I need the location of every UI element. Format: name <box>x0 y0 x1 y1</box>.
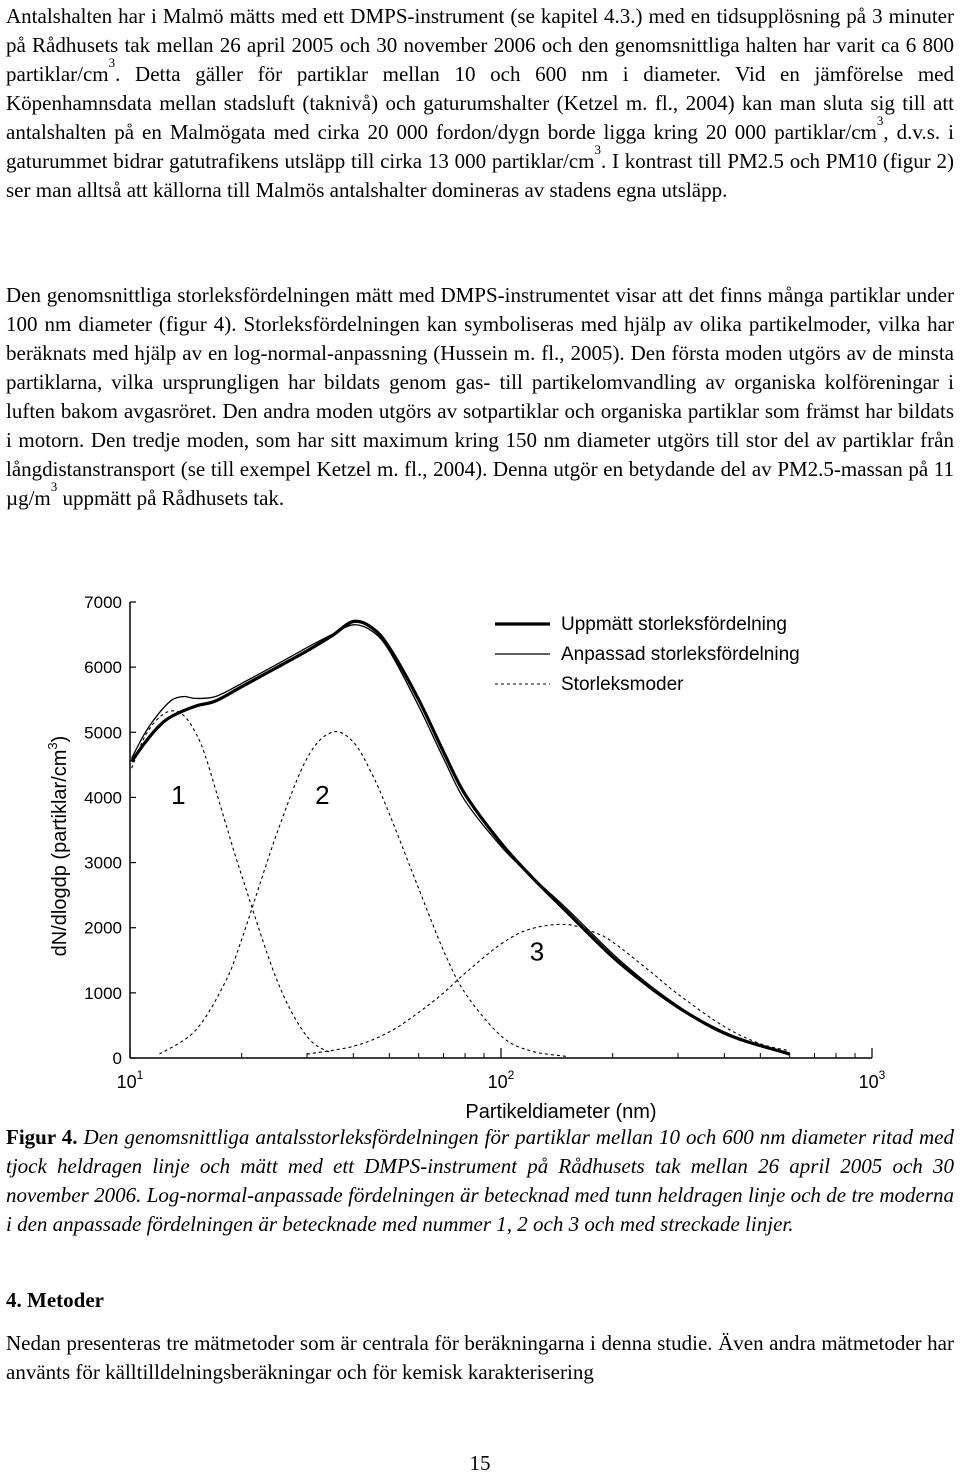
mode-label: 3 <box>529 936 545 967</box>
y-tick-label: 4000 <box>84 788 122 808</box>
x-tick-label: $10^1$ <box>116 1068 144 1092</box>
y-tick-label: 2000 <box>84 918 122 938</box>
chart-series <box>132 621 790 1056</box>
y-tick-label: 7000 <box>84 593 122 612</box>
paragraph-storleksfordelning <box>6 281 954 513</box>
y-axis-label: dN/dlogdp $(partiklar/cm^3)$ <box>45 735 71 957</box>
superscript-3: 3 <box>876 113 884 128</box>
legend-entry: Storleksmoder <box>561 674 684 695</box>
figure-caption <box>6 1123 954 1239</box>
y-tick-label: 1000 <box>84 983 122 1003</box>
caption-text: Den genomsnittliga antalsstorleksfördelningen för partiklar mellan 10 och 600 nm diameter ritad med tjock heldragen linje och mätt med ett DMPS-instrument på Rådhusets tak mellan 26 april 2005 och 30 november 2006. Log-normal-anpassade fördelningen är betecknad med tunn heldragen linje och de tre moderna i den anpassade fördelningen är betecknade med nummer 1, 2 och 3 och med streckade linjer. <box>6 1125 954 1236</box>
page-number: 15 <box>469 1451 491 1475</box>
y-tick-label: 6000 <box>84 658 122 678</box>
chart-legend <box>495 614 800 695</box>
x-tick-label: $10^3$ <box>858 1068 886 1092</box>
x-axis-label: Partikeldiameter (nm) <box>465 1101 657 1123</box>
series-line-3-dashed <box>159 732 566 1057</box>
y-tick-label: 3000 <box>84 853 122 873</box>
paragraph-antalshalten <box>6 2 954 205</box>
superscript-3: 3 <box>594 142 601 157</box>
legend-entry: Anpassad storleksfördelning <box>561 644 800 665</box>
y-axis-label-sup: 3 <box>45 742 60 750</box>
superscript-3: 3 <box>108 55 116 70</box>
x-tick-exponent: 2 <box>507 1068 515 1082</box>
paragraph2-text-b: uppmätt på Rådhusets tak. <box>57 486 285 510</box>
paragraph-metoder: Nedan presenteras tre mätmetoder som är centrala för beräkningarna i denna studie. Även andra mätmetoder har använts för källtilldelningsberäkningar och för kemisk karakterisering <box>6 1331 954 1384</box>
superscript-3: 3 <box>50 479 58 494</box>
x-tick-label: $10^2$ <box>487 1068 515 1092</box>
legend-entry: Uppmätt storleksfördelning <box>561 614 787 635</box>
chart-axes <box>45 593 886 1123</box>
figure-4-chart <box>40 580 920 1125</box>
paragraph1-text-c: , d.v.s. i gaturummet bidrar gatutrafikens utsläpp till cirka 13 000 partiklar/cm <box>6 120 954 173</box>
section-heading: 4. Metoder <box>6 1288 104 1312</box>
mode-label: 1 <box>171 779 186 810</box>
x-tick-exponent: 1 <box>136 1068 144 1082</box>
paragraph1-text-b: . Detta gäller för partiklar mellan 10 och 600 nm i diameter. Vid en jämförelse med Köpenhamnsdata mellan stadsluft (taknivå) och gaturumshalter (Ketzel m. fl., 2004) kan man sluta sig till att antalshalten på en Malmögata med cirka 20 000 fordon/dygn borde ligga kring 20 000 partiklar/cm <box>6 62 954 144</box>
y-tick-label: 0 <box>112 1049 122 1068</box>
chart-labels <box>171 780 544 966</box>
paragraph1-text-a: Antalshalten har i Malmö mätts med ett DMPS-instrument (se kapitel 4.3.) med en tidsupplösning på 3 minuter på Rådhusets tak mellan 26 april 2005 och 30 november 2006 och den genomsnittliga halten har varit ca 6 800 partiklar/cm <box>6 4 954 86</box>
caption-label: Figur 4. <box>6 1125 78 1149</box>
series-line-2-dashed <box>132 711 332 1054</box>
x-tick-exponent: 3 <box>878 1068 886 1082</box>
y-tick-label: 5000 <box>84 723 122 743</box>
size-distribution-chart <box>40 580 920 1125</box>
paragraph1-text-d: . I kontrast till PM2.5 och PM10 (figur 2) ser man alltså att källorna till Malmös antalshalter domineras av stadens egna utsläpp. <box>6 149 954 202</box>
mode-label: 2 <box>315 779 330 810</box>
paragraph2-text-a: Den genomsnittliga storleksfördelningen mätt med DMPS-instrumentet visar att det finns många partiklar under 100 nm diameter (figur 4). Storleksfördelningen kan symboliseras med hjälp av olika partikelmoder, vilka har beräknats med hjälp av en log-normal-anpassning (Hussein m. fl., 2005). Den första moden utgörs av de minsta partiklarna, vilka ursprungligen har bildats genom gas- till partikelomvandling av organiska kolföreningar i luften bakom avgasröret. Den andra moden utgörs av sotpartiklar och organiska partiklar som främst har bildats i motorn. Den tredje moden, som har sitt maximum kring 150 nm diameter utgörs till stor del av partiklar från långdistanstransport (se till exempel Ketzel m. fl., 2004). Denna utgör en betydande del av PM2.5-massan på 11 µg/m <box>6 283 954 510</box>
series-line-4-dashed <box>307 924 790 1054</box>
y-axis-label-end: ) <box>49 735 71 743</box>
